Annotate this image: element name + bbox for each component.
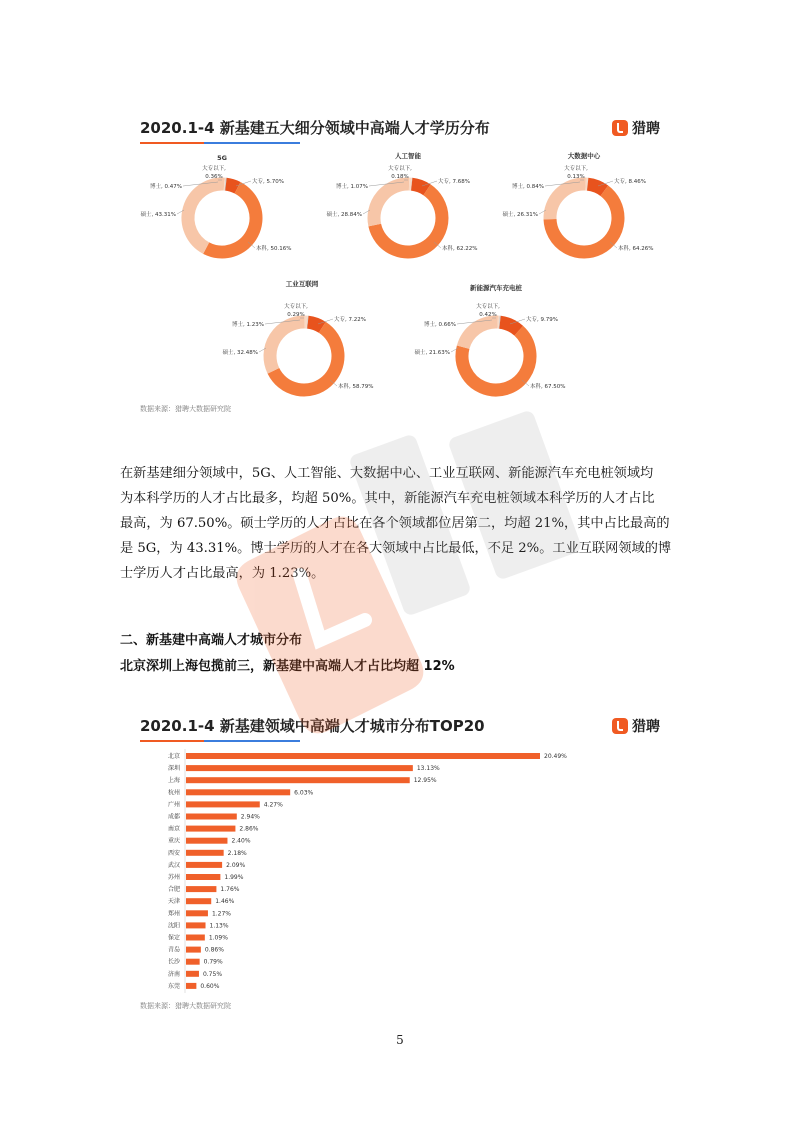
bar-value-label: 4.27% bbox=[263, 801, 283, 809]
donut-segment bbox=[550, 184, 586, 219]
city-bar bbox=[186, 886, 216, 892]
label-master: 硕士, 32.48% bbox=[222, 350, 258, 356]
bar-value-label: 1.99% bbox=[224, 874, 244, 881]
donut-segment bbox=[500, 322, 519, 330]
city-bar-chart bbox=[0, 745, 800, 1005]
bar-value-label: 1.76% bbox=[220, 886, 240, 894]
bar-value-label: 6.03% bbox=[294, 789, 314, 797]
label-college: 大专, 9.79% bbox=[526, 317, 558, 323]
label-college: 大专, 8.46% bbox=[614, 179, 646, 185]
bar-value-label: 1.13% bbox=[209, 922, 229, 930]
section-heading: 二、新基建中高端人才城市分布 bbox=[120, 633, 303, 648]
city-bar bbox=[186, 765, 413, 771]
bar-value-label: 0.60% bbox=[200, 982, 220, 990]
label-doctor: 博士, 1.23% bbox=[232, 322, 264, 328]
label-below-college: 0.36% bbox=[205, 174, 223, 180]
label-below-college: 0.29% bbox=[287, 312, 305, 318]
label-doctor: 博士, 1.07% bbox=[336, 184, 368, 190]
label-below-college: 大专以下, bbox=[564, 166, 588, 172]
bar-category-label: 苏州 bbox=[167, 874, 180, 881]
logo-text: 猎聘 bbox=[632, 719, 660, 735]
bar-category-label: 武汉 bbox=[167, 861, 180, 869]
figure2-source: 数据来源：猎聘大数据研究院 bbox=[140, 1002, 231, 1010]
label-below-college: 大专以下, bbox=[202, 166, 226, 172]
label-college: 大专, 5.70% bbox=[252, 179, 284, 185]
bar-value-label: 12.95% bbox=[413, 777, 437, 785]
donut-title: 5G bbox=[217, 154, 227, 162]
bar-category-label: 天津 bbox=[167, 898, 180, 906]
bar-value-label: 20.49% bbox=[544, 753, 567, 760]
bar-value-label: 2.09% bbox=[226, 861, 246, 869]
label-doctor: 博士, 0.66% bbox=[424, 322, 456, 328]
donut-segment bbox=[308, 322, 322, 327]
bar-value-label: 1.46% bbox=[215, 898, 235, 906]
bar-value-label: 2.40% bbox=[231, 837, 251, 845]
donut-segment bbox=[226, 184, 238, 188]
city-bar bbox=[186, 971, 199, 977]
city-bar bbox=[186, 910, 208, 916]
bar-category-label: 深圳 bbox=[167, 765, 180, 773]
donut-chart bbox=[141, 154, 292, 252]
label-below-college: 0.13% bbox=[567, 174, 585, 180]
bar-value-label: 13.13% bbox=[416, 765, 440, 773]
city-bar bbox=[186, 814, 237, 820]
label-college: 大专, 7.22% bbox=[334, 317, 366, 323]
bar-category-label: 青岛 bbox=[167, 946, 180, 954]
liepin-logo-icon bbox=[612, 718, 628, 734]
label-doctor: 博士, 0.47% bbox=[150, 184, 182, 190]
label-master: 硕士, 43.31% bbox=[140, 212, 176, 218]
city-bar bbox=[186, 801, 260, 807]
label-bachelor: 本科, 64.26% bbox=[618, 246, 654, 252]
bar-category-label: 沈阳 bbox=[167, 922, 180, 930]
label-below-college: 大专以下, bbox=[388, 166, 412, 172]
label-doctor: 博士, 0.84% bbox=[512, 184, 544, 190]
paragraph-line: 最高，为 67.50%。硕士学历的人才占比在各个领域都位居第二，均超 21%，其中占比最高的 bbox=[120, 516, 670, 531]
label-below-college: 0.18% bbox=[391, 174, 409, 180]
bar-value-label: 2.94% bbox=[240, 813, 260, 821]
city-bar bbox=[186, 789, 290, 795]
bar-value-label: 1.09% bbox=[208, 934, 228, 942]
figure2-underline bbox=[140, 740, 300, 742]
bar-value-label: 1.27% bbox=[211, 910, 232, 918]
donut-title: 人工智能 bbox=[395, 152, 421, 160]
label-master: 硕士, 21.63% bbox=[414, 350, 450, 356]
bar-category-label: 济南 bbox=[167, 970, 180, 978]
label-master: 硕士, 28.84% bbox=[326, 212, 362, 218]
donut-title: 大数据中心 bbox=[567, 152, 601, 160]
city-bar bbox=[186, 935, 205, 941]
label-below-college: 0.42% bbox=[479, 312, 497, 318]
label-below-college: 大专以下, bbox=[476, 304, 500, 310]
figure1-title: 2020.1-4 新基建五大细分领域中高端人才学历分布 bbox=[140, 119, 490, 137]
city-bar bbox=[186, 862, 222, 868]
paragraph-line: 是 5G，为 43.31%。博士学历的人才在各大领域中占比最低，不足 2%。工业互联网领域的博 bbox=[120, 541, 672, 556]
donut-segment bbox=[463, 322, 498, 347]
donut-chart bbox=[415, 283, 566, 390]
donut-segment bbox=[270, 322, 305, 371]
city-bar bbox=[186, 947, 201, 953]
section-subheading: 北京深圳上海包揽前三，新基建中高端人才占比均超 12% bbox=[120, 659, 455, 674]
page-number: 5 bbox=[396, 1033, 404, 1047]
donut-segment bbox=[374, 184, 409, 225]
donut-segment bbox=[188, 184, 224, 248]
bar-category-label: 重庆 bbox=[167, 837, 180, 845]
label-college: 大专, 7.68% bbox=[438, 179, 470, 185]
logo-text: 猎聘 bbox=[632, 121, 660, 137]
donut-title: 新能源汽车充电桩 bbox=[470, 284, 522, 292]
bar-value-label: 0.75% bbox=[202, 970, 223, 978]
figure1-source: 数据来源：猎聘大数据研究院 bbox=[140, 405, 231, 413]
city-bar bbox=[186, 850, 224, 856]
bar-value-label: 0.86% bbox=[204, 946, 224, 954]
donut-chart bbox=[223, 279, 374, 390]
city-bar bbox=[186, 777, 410, 783]
figure2-title: 2020.1-4 新基建领域中高端人才城市分布TOP20 bbox=[140, 717, 485, 735]
donut-title: 工业互联网 bbox=[285, 280, 319, 288]
city-bar bbox=[186, 838, 227, 844]
paragraph-line: 士学历人才占比最高，为 1.23%。 bbox=[120, 566, 325, 581]
label-below-college: 大专以下, bbox=[284, 304, 308, 310]
bar-category-label: 杭州 bbox=[167, 789, 180, 797]
body-paragraph bbox=[120, 461, 680, 586]
donut-segment bbox=[588, 184, 605, 191]
label-master: 硕士, 26.31% bbox=[502, 212, 538, 218]
paragraph-line: 为本科学历的人才占比最多，均超 50%。其中，新能源汽车充电桩领域本科学历的人才占比 bbox=[120, 491, 655, 506]
bar-category-label: 长沙 bbox=[167, 958, 180, 966]
city-bar bbox=[186, 922, 206, 928]
bar-value-label: 2.86% bbox=[239, 825, 259, 833]
city-bar bbox=[186, 983, 196, 989]
figure2-logo bbox=[612, 716, 660, 736]
label-bachelor: 本科, 50.16% bbox=[256, 246, 292, 252]
bar-category-label: 北京 bbox=[167, 753, 180, 760]
city-bar bbox=[186, 898, 211, 904]
bar-category-label: 东莞 bbox=[167, 982, 180, 990]
bar-category-label: 广州 bbox=[167, 801, 180, 809]
city-bar bbox=[186, 826, 235, 832]
bar-category-label: 南京 bbox=[167, 825, 180, 833]
education-donut-charts bbox=[0, 0, 800, 420]
bar-value-label: 0.79% bbox=[203, 958, 223, 966]
bar-category-label: 成都 bbox=[167, 813, 180, 821]
label-bachelor: 本科, 67.50% bbox=[530, 384, 566, 390]
city-bar bbox=[186, 874, 220, 880]
bar-value-label: 2.18% bbox=[227, 849, 247, 857]
bar-category-label: 郑州 bbox=[167, 910, 180, 918]
bar-category-label: 合肥 bbox=[167, 886, 180, 894]
paragraph-line: 在新基建细分领域中，5G、人工智能、大数据中心、工业互联网、新能源汽车充电桩领域均 bbox=[120, 466, 654, 481]
donut-chart bbox=[327, 151, 478, 252]
city-bar bbox=[186, 753, 540, 759]
bar-category-label: 西安 bbox=[167, 849, 180, 857]
donut-chart bbox=[503, 151, 654, 252]
label-bachelor: 本科, 58.79% bbox=[338, 384, 374, 390]
label-bachelor: 本科, 62.22% bbox=[442, 246, 478, 252]
bar-category-label: 上海 bbox=[167, 777, 180, 785]
city-bar bbox=[186, 959, 200, 965]
bar-category-label: 保定 bbox=[167, 934, 180, 942]
